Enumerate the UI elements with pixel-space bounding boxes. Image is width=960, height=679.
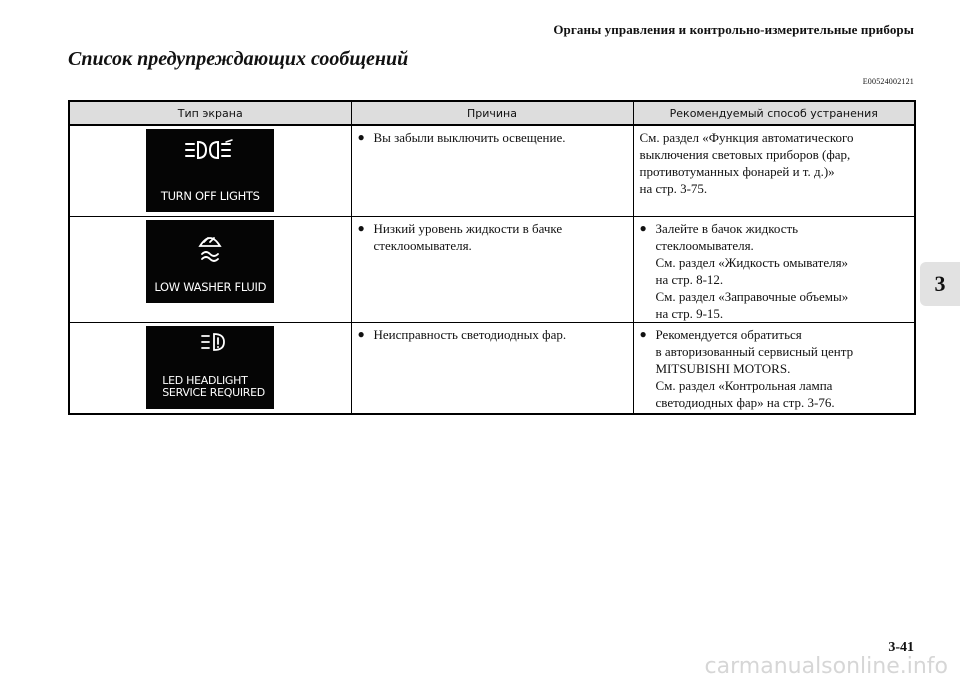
column-header-remedy: Рекомендуемый способ устранения <box>633 101 915 125</box>
display-screen-led-headlight-service <box>146 326 274 409</box>
screen-cell <box>69 323 351 415</box>
headlight-fog-lights-icon <box>146 129 274 189</box>
led-headlight-warning-icon <box>146 326 274 371</box>
display-screen-low-washer-fluid <box>146 220 274 303</box>
remedy-cell <box>633 217 915 323</box>
cause-cell <box>351 217 633 323</box>
page-number: 3-41 <box>888 640 914 655</box>
cause-text: Низкий уровень жидкости в бачке стеклоомывателя. <box>373 221 563 253</box>
page-title: Список предупреждающих сообщений <box>68 48 409 70</box>
document-code: E00524002121 <box>862 77 914 86</box>
bullet-icon: ● <box>357 327 365 341</box>
display-screen-turn-off-lights <box>146 129 274 212</box>
watermark: carmanualsonline.info <box>704 654 948 679</box>
screen-message <box>162 375 274 399</box>
cause-cell <box>351 125 633 217</box>
screen-message: LOW WASHER FLUID <box>154 280 267 294</box>
remedy-text: Рекомендуется обратиться в авторизованный сервисный центр MITSUBISHI MOTORS. См. раздел «Контрольная лампа светодиодных фар» на стр. 3-76. <box>655 327 854 410</box>
bullet-icon: ● <box>357 130 365 144</box>
running-head: Органы управления и контрольно-измерительные приборы <box>553 22 914 37</box>
bullet-icon: ● <box>357 221 365 235</box>
cause-text: Вы забыли выключить освещение. <box>373 130 566 145</box>
table-row <box>69 125 915 217</box>
screen-message: TURN OFF LIGHTS <box>160 189 260 203</box>
screen-cell <box>69 217 351 323</box>
screen-cell <box>69 125 351 217</box>
screen-message-line: LED HEADLIGHT <box>162 374 248 387</box>
column-header-cause: Причина <box>351 101 633 125</box>
column-header-screen-type: Тип экрана <box>69 101 351 125</box>
remedy-text: См. раздел «Функция автоматического выключения световых приборов (фар, противотуманных фонарей и т. д.)» на стр. 3-75. <box>639 130 854 196</box>
bullet-icon: ● <box>639 221 647 235</box>
table-row <box>69 217 915 323</box>
chapter-tab: 3 <box>920 262 960 306</box>
washer-fluid-icon <box>146 220 274 280</box>
table-header-row <box>69 101 915 125</box>
table-row <box>69 323 915 415</box>
remedy-text: Залейте в бачок жидкость стеклоомывателя. См. раздел «Жидкость омывателя» на стр. 8-12. См. раздел «Заправочные объемы» на стр. 9-15. <box>655 221 849 321</box>
cause-cell <box>351 323 633 415</box>
cause-text: Неисправность светодиодных фар. <box>373 327 567 342</box>
remedy-cell <box>633 323 915 415</box>
remedy-cell <box>633 125 915 217</box>
screen-message-line: SERVICE REQUIRED <box>162 386 265 399</box>
warning-messages-table <box>68 100 916 415</box>
bullet-icon: ● <box>639 327 647 341</box>
